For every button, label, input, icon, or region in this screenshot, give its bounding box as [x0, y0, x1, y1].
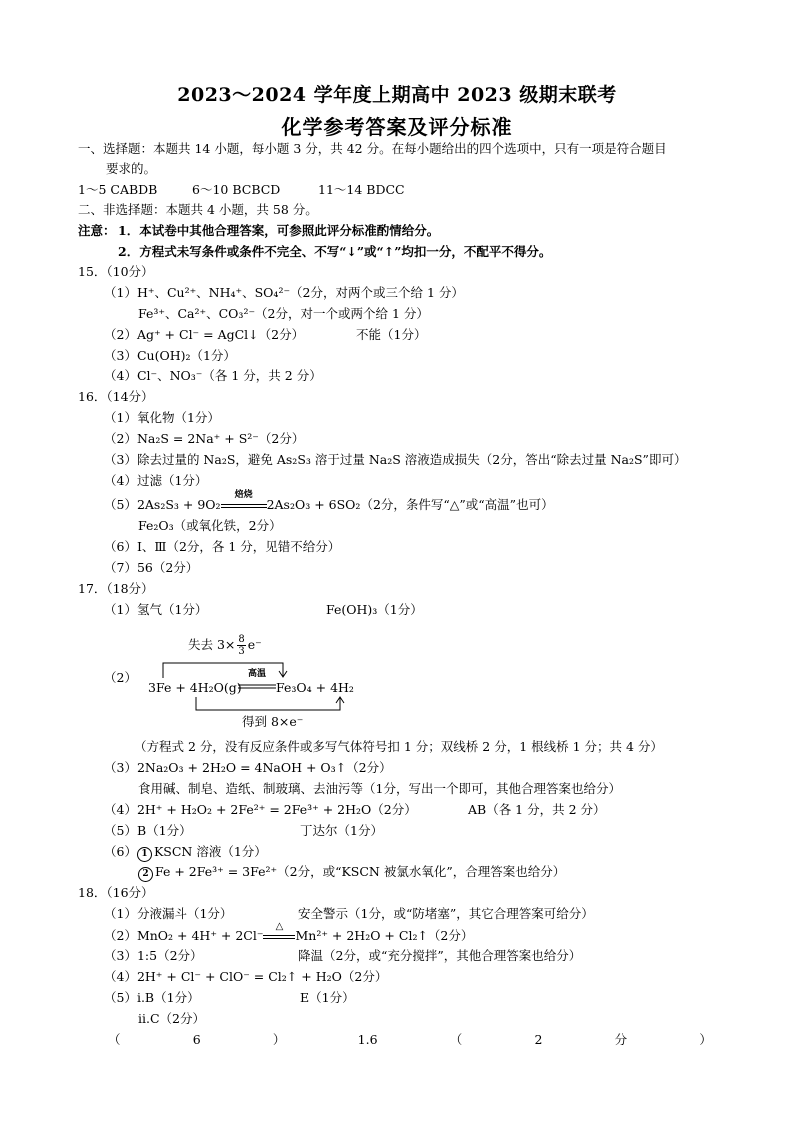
heat-condition: △ — [275, 920, 284, 932]
q17-part1a: （1）氢气（1分） — [104, 602, 208, 617]
q17-part6b-text: Fe + 2Fe³⁺ = 3Fe²⁺（2分，或“KSCN 被氯水氧化”，合理答案也给分） — [155, 864, 566, 879]
q17-part2-label: （2） — [104, 670, 137, 685]
q18-part5a: （5）ⅰ.B（1分） — [104, 990, 200, 1005]
q16-part5b: Fe₂O₃（或氧化铁，2分） — [138, 518, 282, 533]
q18-part5c: ⅱ.C（2分） — [138, 1011, 205, 1026]
q18-part2-right: Mn²⁺ + 2H₂O + Cl₂↑（2分） — [295, 928, 474, 943]
q18-part6-score-close: ） — [699, 1032, 712, 1047]
q17-part6a — [104, 844, 267, 862]
q16-part2: （2）Na₂S = 2Na⁺ + S²⁻（2分） — [104, 431, 305, 446]
section1-line1: 一、选择题：本题共 14 小题，每小题 3 分，共 42 分。在每小题给出的四个选项中，只有一项是符合题目 — [78, 141, 667, 156]
q16-part1: （1）氧化物（1分） — [104, 410, 220, 425]
q17-part4b: AB（各 1 分，共 2 分） — [468, 802, 606, 817]
q18-part6-score: 2 — [534, 1032, 543, 1047]
electron-gain-label: 得到 8×e⁻ — [242, 714, 304, 729]
mc-answers-2: 6～10 BCBCD — [192, 182, 281, 197]
equals-arrow-with-heat — [263, 920, 295, 944]
circled-number-2: 2 — [138, 867, 153, 882]
q17-part5a: （5）B（1分） — [104, 823, 192, 838]
mc-answers-3: 11～14 BDCC — [318, 182, 405, 197]
q18-part1a: （1）分液漏斗（1分） — [104, 906, 233, 921]
q18-part3a: （3）1:5（2分） — [104, 948, 203, 963]
q15-part3: （3）Cu(OH)₂（1分） — [104, 348, 236, 363]
q16-header: 16．（14分） — [78, 389, 154, 404]
q18-part6-answer: 1.6 — [357, 1032, 378, 1047]
q15-part1b: Fe³⁺、Ca²⁺、CO₃²⁻（2分，对一个或两个给 1 分） — [138, 306, 429, 321]
q17-part4a: （4）2H⁺ + H₂O₂ + 2Fe²⁺ = 2Fe³⁺ + 2H₂O（2分） — [104, 802, 417, 817]
q18-part6-score-unit: 分 — [614, 1032, 628, 1047]
mc-answers-1: 1～5 CABDB — [78, 182, 158, 197]
lose-prefix: 失去 3× — [188, 637, 236, 652]
q18-part6-score-open: （ — [449, 1032, 463, 1047]
q18-part3b: 降温（2分，或“充分搅拌”，其他合理答案也给分） — [298, 948, 582, 963]
q17-part1b: Fe(OH)₃（1分） — [326, 602, 423, 617]
q18-part4: （4）2H⁺ + Cl⁻ + ClO⁻ = Cl₂↑ + H₂O（2分） — [104, 969, 388, 984]
q16-part4: （4）过滤（1分） — [104, 473, 208, 488]
q16-part7: （7）56（2分） — [104, 560, 199, 575]
q15-part2b: 不能（1分） — [356, 327, 427, 342]
fraction-denominator: 3 — [238, 646, 245, 657]
q17-header: 17．（18分） — [78, 581, 154, 596]
q18-part2-left: （2）MnO₂ + 4H⁺ + 2Cl⁻ — [104, 928, 264, 943]
q18-part1b: 安全警示（1分，或“防堵塞”，其它合理答案可给分） — [298, 906, 594, 921]
q18-part2-equation — [104, 920, 474, 944]
q17-eq-right: Fe₃O₄ + 4H₂ — [276, 680, 354, 695]
q18-part6-number: 6 — [192, 1032, 201, 1047]
section2-heading: 二、非选择题：本题共 4 小题，共 58 分。 — [78, 202, 318, 217]
q18-part6 — [108, 1032, 712, 1048]
q17-part5b: 丁达尔（1分） — [300, 823, 383, 838]
exam-title: 2023～2024 学年度上期高中 2023 级期末联考 — [177, 84, 617, 106]
q15-header: 15．（10分） — [78, 264, 154, 279]
q18-part6-open: （ — [108, 1032, 121, 1047]
q18-part5b: E（1分） — [300, 990, 355, 1005]
circled-number-1: 1 — [137, 847, 152, 862]
note-1: 1．本试卷中其他合理答案，可参照此评分标准酌情给分。 — [118, 223, 440, 238]
q17-eq-condition: 高温 — [247, 669, 266, 679]
q17-part3b: 食用碱、制皂、造纸、制玻璃、去油污等（1分，写出一个即可，其他合理答案也给分） — [138, 781, 621, 796]
answer-key-subtitle: 化学参考答案及评分标准 — [281, 115, 513, 139]
q17-part2-note: （方程式 2 分，没有反应条件或多写气体符号扣 1 分；双线桥 2 分，1 根线桥 1 分；共 4 分） — [134, 739, 663, 754]
condition-label: 焙烧 — [234, 489, 253, 500]
q17-part6b — [138, 864, 565, 882]
q16-part3: （3）除去过量的 Na₂S，避免 As₂S₃ 溶于过量 Na₂S 溶液造成损失（2分，答出“除去过量 Na₂S”即可） — [104, 452, 687, 467]
q16-part5-left: （5）2As₂S₃ + 9O₂ — [104, 497, 221, 512]
fraction-numerator: 8 — [238, 634, 245, 645]
q17-eq-left: 3Fe + 4H₂O(g) — [148, 680, 242, 695]
q18-part6-close: ） — [272, 1032, 286, 1047]
lose-electron: e⁻ — [247, 637, 262, 652]
q16-part5-right: 2As₂O₃ + 6SO₂（2分，条件写“△”或“高温”也可） — [266, 497, 554, 512]
q15-part2a: （2）Ag⁺ + Cl⁻ = AgCl↓（2分） — [104, 327, 305, 342]
section1-line2: 要求的。 — [106, 161, 157, 176]
note-label: 注意： — [78, 223, 116, 238]
q17-part6a-text: KSCN 溶液（1分） — [153, 844, 267, 859]
q15-part1a: （1）H⁺、Cu²⁺、NH₄⁺、SO₄²⁻（2分，对两个或三个给 1 分） — [104, 285, 464, 300]
q18-header: 18．（16分） — [78, 885, 154, 900]
q17-part6-label: （6） — [104, 844, 137, 859]
q16-part6: （6）Ⅰ、Ⅲ（2分，各 1 分，见错不给分） — [104, 539, 341, 554]
note-2: 2．方程式未写条件或条件不完全、不写“↓”或“↑”均扣一分，不配平不得分。 — [118, 244, 552, 259]
q17-part3: （3）2Na₂O₃ + 2H₂O = 4NaOH + O₃↑（2分） — [104, 760, 392, 775]
q15-part4: （4）Cl⁻、NO₃⁻（各 1 分，共 2 分） — [104, 368, 322, 383]
